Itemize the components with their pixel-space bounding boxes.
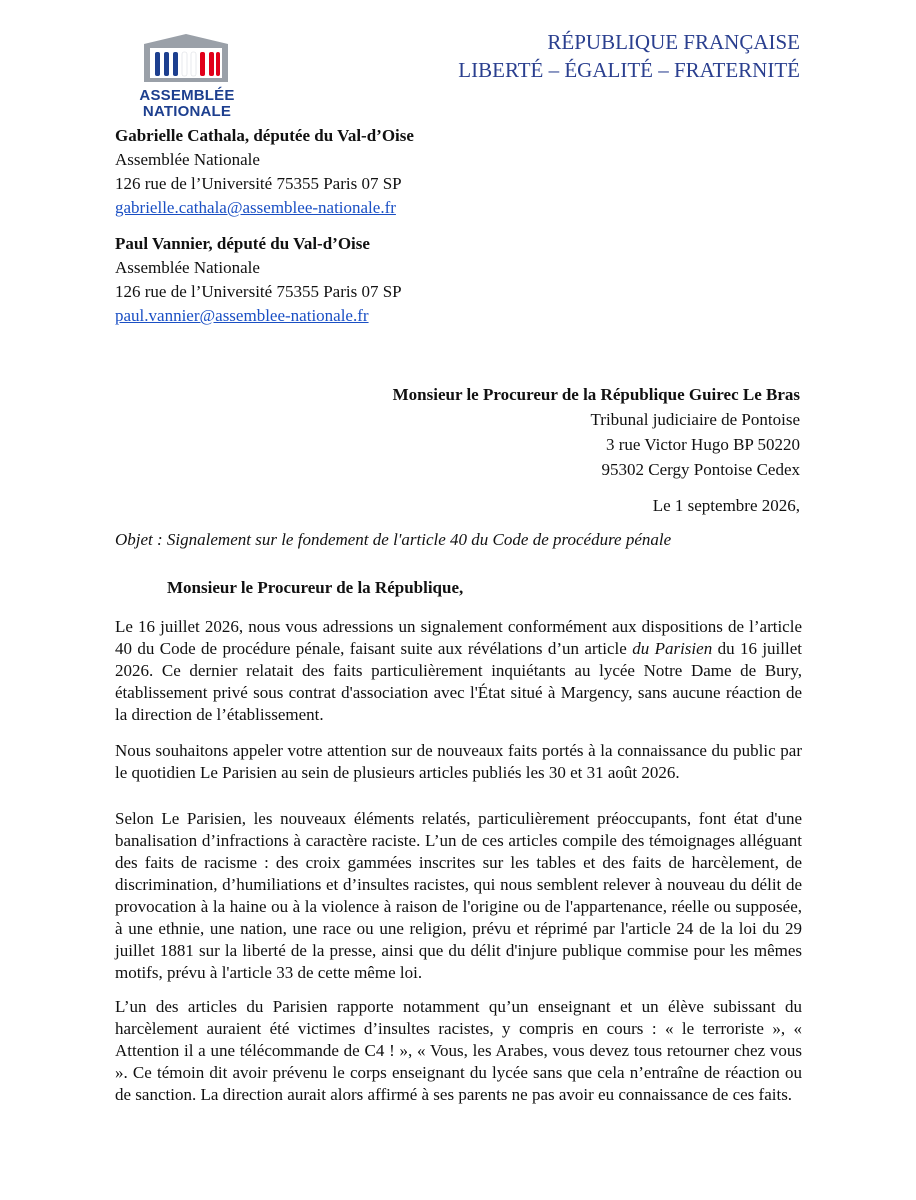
salutation: Monsieur le Procureur de la République, bbox=[167, 578, 464, 597]
body-paragraph-3 bbox=[115, 808, 802, 984]
recipient-block bbox=[393, 382, 800, 482]
sender-name: Gabrielle Cathala, députée du Val-d’Oise bbox=[115, 126, 414, 145]
republique-francaise-header bbox=[458, 28, 800, 84]
logo-text-line2: NATIONALE bbox=[142, 103, 232, 120]
recipient-line3: 95302 Cergy Pontoise Cedex bbox=[601, 460, 800, 479]
sender-address: 126 rue de l’Université 75355 Paris 07 SP bbox=[115, 174, 402, 193]
sender-organization: Assemblée Nationale bbox=[115, 150, 260, 169]
paragraph-text: L’un des articles du Parisien rapporte notamment qu’un enseignant et un élève subissant du harcèlement auraient été victimes d’insultes racistes, y compris en cours : « le terroriste », « Attention il a une télécommande de C4 ! », « Vous, les Arabes, vous devez tous retourner chez vous ». Ce témoin dit avoir prévenu le corps enseignant du lycée sans que cela n’entraîne de réaction ou de sanction. La direction aurait alors affirmé à ses parents ne pas avoir eu connaissance de ces faits. bbox=[115, 997, 802, 1104]
sender-block-1 bbox=[115, 124, 414, 220]
sender-email-link[interactable]: gabrielle.cathala@assemblee-nationale.fr bbox=[115, 198, 396, 217]
recipient-name: Monsieur le Procureur de la République Guirec Le Bras bbox=[392, 385, 800, 404]
paragraph-text bbox=[115, 616, 802, 726]
sender-email-link[interactable]: paul.vannier@assemblee-nationale.fr bbox=[115, 306, 369, 325]
paragraph-text: Selon Le Parisien, les nouveaux éléments relatés, particulièrement préoccupants, font état d'une banalisation d’infractions à caractère raciste. L’un de ces articles compile des témoignages alléguant des faits de racisme : des croix gammées inscrites sur les tables et des faits de harcèlement, de discrimination, d’humiliations et d’insultes racistes, qui nous semblent relever à nouveau du délit de provocation à la haine ou à la violence à raison de l'origine ou de l'appartenance, réelle ou supposée, à une ethnie, une nation, une race ou une religion, prévu et réprimé par l'article 24 de la loi du 29 juillet 1881 sur la liberté de la presse, ainsi que du délit d'injure publique commise pour les mêmes motifs, prévu à l'article 33 de cette même loi. bbox=[115, 809, 802, 982]
paragraph-text: Nous souhaitons appeler votre attention sur de nouveaux faits portés à la connaissance du public par le quotidien Le Parisien au sein de plusieurs articles publiés les 30 et 31 août 2026. bbox=[115, 741, 802, 782]
hemicycle-emblem-icon bbox=[140, 32, 232, 84]
body-paragraph-4 bbox=[115, 996, 802, 1106]
body-paragraph-1 bbox=[115, 616, 802, 726]
header-line2: LIBERTÉ – ÉGALITÉ – FRATERNITÉ bbox=[458, 58, 800, 82]
paragraph-text-start: Le 16 juillet 2026, nous vous adressions un signalement conformément aux dispositions de l’article 40 du Code de procédure pénale, faisant suite aux révélations d’un article bbox=[115, 617, 802, 658]
sender-block-2 bbox=[115, 232, 402, 328]
body-paragraph-2 bbox=[115, 740, 802, 784]
paragraph-italic-publication: du Parisien bbox=[632, 639, 713, 658]
recipient-line2: 3 rue Victor Hugo BP 50220 bbox=[606, 435, 800, 454]
recipient-line1: Tribunal judiciaire de Pontoise bbox=[590, 410, 800, 429]
sender-organization: Assemblée Nationale bbox=[115, 258, 260, 277]
letter-subject: Objet : Signalement sur le fondement de l'article 40 du Code de procédure pénale bbox=[115, 530, 672, 549]
logo-text-line1: ASSEMBLÉE bbox=[139, 87, 235, 104]
letter-date: Le 1 septembre 2026, bbox=[652, 496, 800, 515]
header-line1: RÉPUBLIQUE FRANÇAISE bbox=[547, 30, 800, 54]
sender-address: 126 rue de l’Université 75355 Paris 07 SP bbox=[115, 282, 402, 301]
sender-name: Paul Vannier, député du Val-d’Oise bbox=[115, 234, 370, 253]
paragraph-text-end: du 16 juillet 2026. Ce dernier relatait des faits particulièrement inquiétants au lycée Notre Dame de Bury, établissement privé sous contrat d'association avec l'État situé à Margency, sans aucune réaction de la direction de l’établissement. bbox=[115, 639, 802, 724]
assemblee-nationale-logo bbox=[135, 26, 247, 118]
